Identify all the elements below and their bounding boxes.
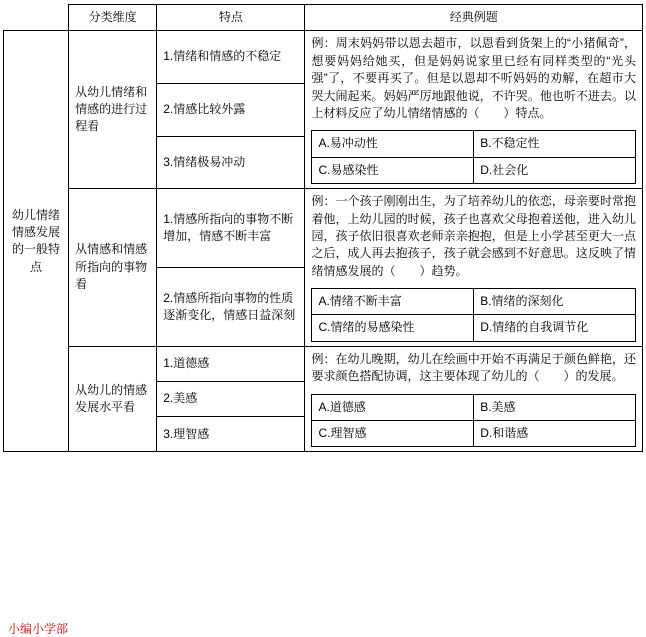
option-c: C.理智感 bbox=[312, 421, 474, 447]
option-b: B.情绪的深刻化 bbox=[474, 289, 636, 315]
example-options bbox=[311, 130, 636, 184]
example-body: 例：一个孩子刚刚出生，为了培养幼儿的依恋，母亲要时常抱着他，上幼儿园的时候，孩子也喜欢父母抱着送他，进入幼儿园，孩子依旧很喜欢老师亲亲抱抱，但是上小学甚至更大一点之后，成人再去抱孩子，孩子就会感到不好意思。这反映了情绪情感发展的（ ）趋势。 bbox=[311, 194, 636, 278]
example-cell-2 bbox=[305, 189, 643, 347]
feature-cell: 1.情绪和情感的不稳定 bbox=[157, 31, 305, 84]
option-a: A.道德感 bbox=[312, 394, 474, 420]
feature-cell: 2.情感比较外露 bbox=[157, 83, 305, 136]
option-d: D.社会化 bbox=[474, 157, 636, 183]
table-row bbox=[4, 346, 643, 381]
option-b: B.美感 bbox=[474, 394, 636, 420]
example-options bbox=[311, 394, 636, 448]
example-cell-3 bbox=[305, 346, 643, 452]
option-a: A.易冲动性 bbox=[312, 131, 474, 157]
option-d: D.情绪的自我调节化 bbox=[474, 315, 636, 341]
example-body: 例：在幼儿晚期，幼儿在绘画中开始不再满足于颜色鲜艳，还要求颜色搭配协调，这主要体现了幼儿的（ ）的发展。 bbox=[311, 351, 636, 384]
header-example: 经典例题 bbox=[305, 5, 643, 31]
feature-cell: 1.道德感 bbox=[157, 346, 305, 381]
header-dimension: 分类维度 bbox=[69, 5, 157, 31]
example-cell-1 bbox=[305, 31, 643, 189]
content-table bbox=[3, 4, 643, 452]
footer-note: 小编小学部 bbox=[8, 622, 69, 636]
option-b: B.不稳定性 bbox=[474, 131, 636, 157]
table-header-row bbox=[4, 5, 643, 31]
table-row bbox=[4, 189, 643, 268]
feature-cell: 3.理智感 bbox=[157, 417, 305, 452]
table-row bbox=[4, 31, 643, 84]
row-title-cell: 幼儿情绪情感发展的一般特点 bbox=[4, 31, 69, 452]
example-body: 例：周末妈妈带以恩去超市，以恩看到货架上的“小猪佩奇”，想要妈妈给她买，但是妈妈说家里已经有同样类型的“光头强”了，不要再买了。但是以恩却不听妈妈的劝解，在超市大哭大闹起来。妈妈严厉地跟他说，不许哭。他也听不进去。以上材料反应了幼儿情绪情感的（ ）特点。 bbox=[311, 36, 636, 120]
option-d: D.和谐感 bbox=[474, 421, 636, 447]
option-a: A.情绪不断丰富 bbox=[312, 289, 474, 315]
document-page bbox=[0, 4, 646, 635]
header-feature: 特点 bbox=[157, 5, 305, 31]
option-c: C.易感染性 bbox=[312, 157, 474, 183]
example-options bbox=[311, 288, 636, 342]
dimension-cell-3: 从幼儿的情感发展水平看 bbox=[69, 346, 157, 452]
header-corner-cell bbox=[4, 5, 69, 31]
dimension-cell-2: 从情感和情感所指向的事物看 bbox=[69, 189, 157, 347]
feature-cell: 2.美感 bbox=[157, 382, 305, 417]
feature-cell: 1.情感所指向的事物不断增加，情感不断丰富 bbox=[157, 189, 305, 268]
feature-cell: 3.情绪极易冲动 bbox=[157, 136, 305, 189]
feature-cell: 2.情感所指向事物的性质逐渐变化，情感日益深刻 bbox=[157, 267, 305, 346]
option-c: C.情绪的易感染性 bbox=[312, 315, 474, 341]
dimension-cell-1: 从幼儿情绪和情感的进行过程看 bbox=[69, 31, 157, 189]
